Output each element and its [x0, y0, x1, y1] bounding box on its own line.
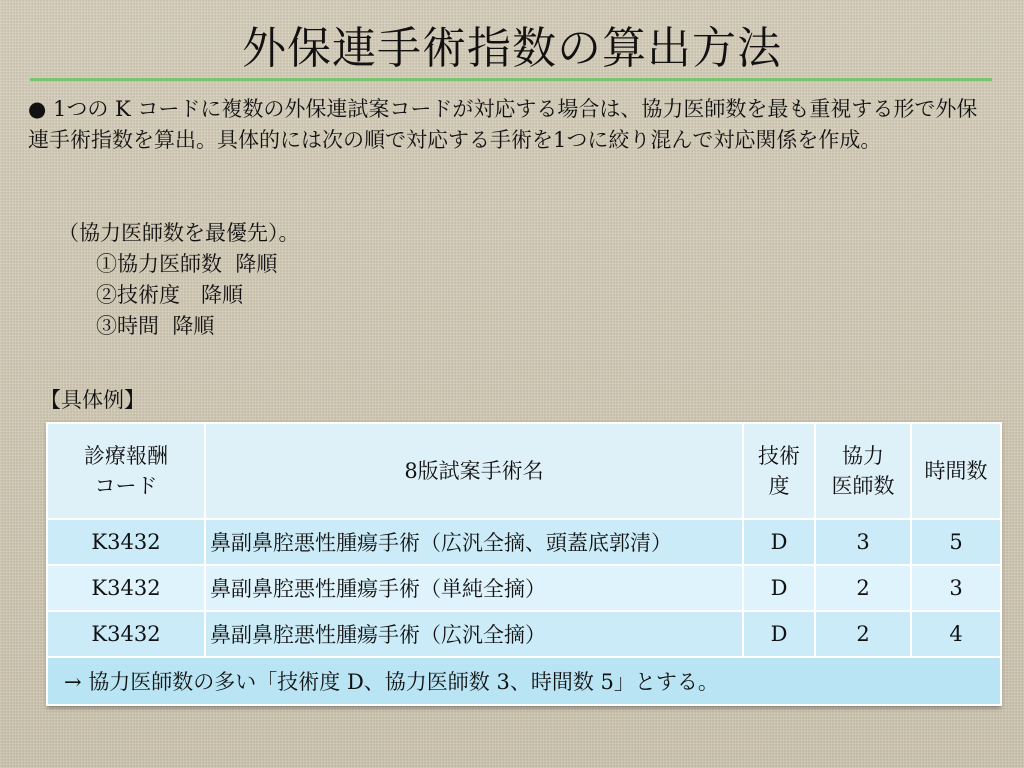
page-title: 外保連手術指数の算出方法 — [242, 23, 782, 74]
cell-surgery-name: 鼻副鼻腔悪性腫瘍手術（広汎全摘） — [205, 611, 743, 657]
cell-hours: 5 — [911, 519, 1001, 565]
priority-header: （協力医師数を最優先）。 — [58, 221, 300, 245]
priority-list — [58, 218, 300, 342]
cell-skill-level: D — [743, 611, 815, 657]
header-assistant-doctors: 協力 医師数 — [815, 423, 911, 519]
table-footer-row — [47, 657, 1001, 705]
table-row — [47, 565, 1001, 611]
cell-surgery-name: 鼻副鼻腔悪性腫瘍手術（単純全摘） — [205, 565, 743, 611]
table-row — [47, 519, 1001, 565]
cell-code: K3432 — [47, 565, 205, 611]
header-hours: 時間数 — [911, 423, 1001, 519]
table-header-row — [47, 423, 1001, 519]
intro-text: 1つの K コードに複数の外保連試案コードが対応する場合は、協力医師数を最も重視する形で外保連手術指数を算出。具体的には次の順で対応する手術を1つに絞り混んで対応関係を作成。 — [28, 97, 978, 152]
cell-surgery-name: 鼻副鼻腔悪性腫瘍手術（広汎全摘、頭蓋底郭清） — [205, 519, 743, 565]
conclusion-text: → 協力医師数の多い「技術度 D、協力医師数 3、時間数 5」とする。 — [47, 657, 1001, 705]
example-table — [46, 422, 1000, 706]
priority-item-1: ①協力医師数 降順 — [96, 252, 278, 276]
intro-paragraph — [28, 94, 988, 156]
cell-code: K3432 — [47, 611, 205, 657]
header-code: 診療報酬 コード — [47, 423, 205, 519]
cell-assistant-doctors: 2 — [815, 611, 911, 657]
cell-assistant-doctors: 2 — [815, 565, 911, 611]
cell-hours: 4 — [911, 611, 1001, 657]
priority-item-3: ③時間 降順 — [96, 314, 215, 338]
example-label: 【具体例】 — [40, 388, 145, 412]
cell-hours: 3 — [911, 565, 1001, 611]
cell-assistant-doctors: 3 — [815, 519, 911, 565]
priority-item-2: ②技術度 降順 — [96, 283, 243, 307]
table-row — [47, 611, 1001, 657]
bullet-icon: ● — [28, 97, 47, 121]
title-divider — [30, 78, 992, 81]
cell-skill-level: D — [743, 565, 815, 611]
cell-skill-level: D — [743, 519, 815, 565]
cell-code: K3432 — [47, 519, 205, 565]
header-surgery-name: 8版試案手術名 — [205, 423, 743, 519]
header-skill-level: 技術 度 — [743, 423, 815, 519]
